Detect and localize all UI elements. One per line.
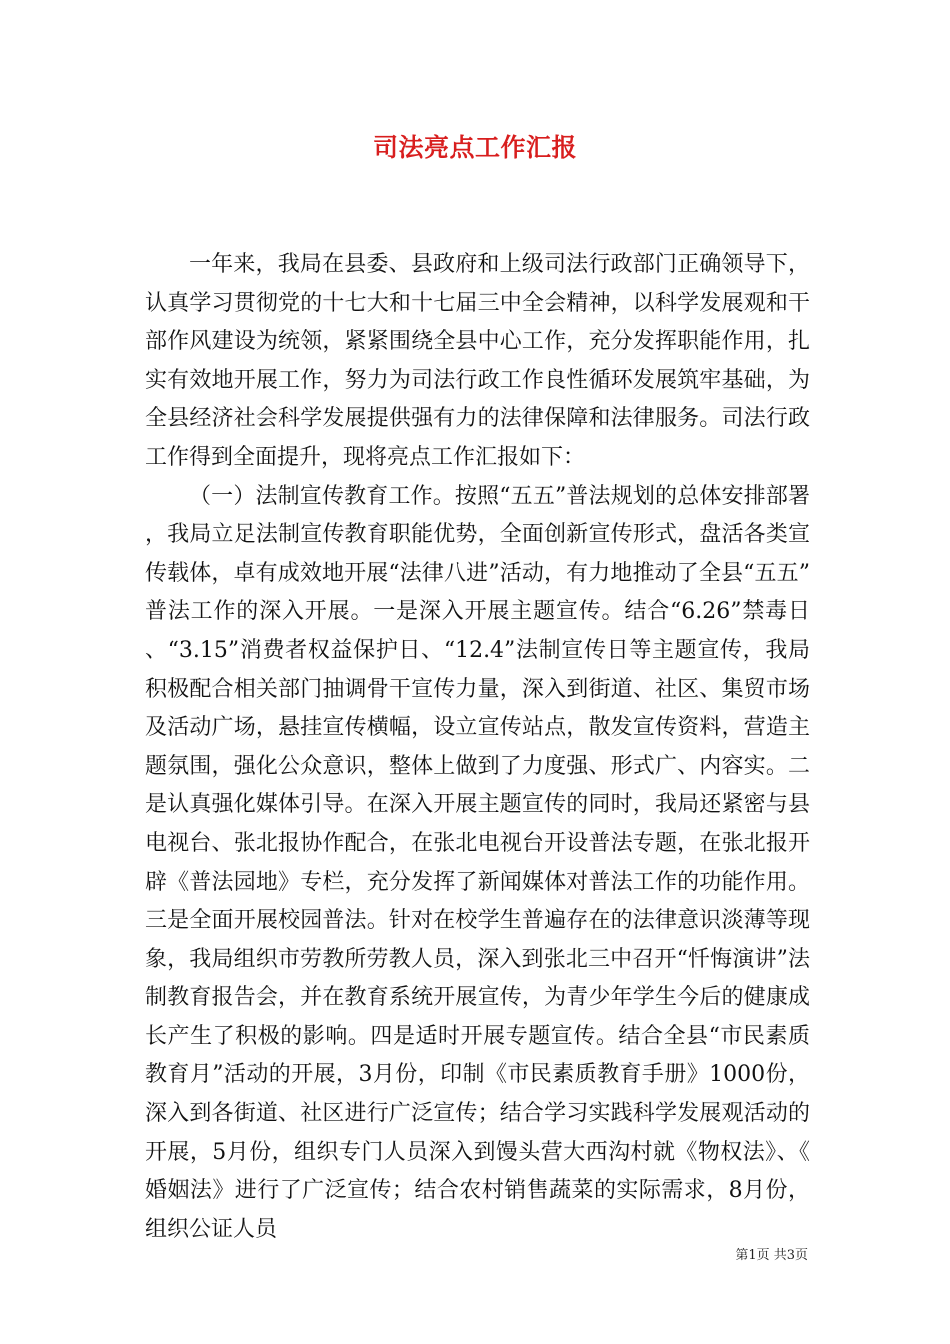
page-number-footer: 第1页 共3页 [735, 1248, 808, 1263]
document-title: 司法亮点工作汇报 [372, 133, 577, 162]
section-one-paragraph: （一）法制宣传教育工作。按照“五五”普法规划的总体安排部署，我局立足法制宣传教育职能优势，全面创新宣传形式，盘活各类宣传载体，卓有成效地开展“法律八进”活动，有力地推动了全县“五五”普法工作的深入开展。一是深入开展主题宣传。结合“6.26”禁毒日、“3.15”消费者权益保护日、“12.4”法制宣传日等主题宣传，我局积极配合相关部门抽调骨干宣传力量，深入到街道、社区、集贸市场及活动广场，悬挂宣传横幅，设立宣传站点，散发宣传资料，营造主题氛围，强化公众意识，整体上做到了力度强、形式广、内容实。二是认真强化媒体引导。在深入开展主题宣传的同时，我局还紧密与县电视台、张北报协作配合，在张北电视台开设普法专题，在张北报开辟《普法园地》专栏，充分发挥了新闻媒体对普法工作的功能作用。三是全面开展校园普法。针对在校学生普遍存在的法律意识淡薄等现象，我局组织市劳教所劳教人员，深入到张北三中召开“忏悔演讲”法制教育报告会，并在教育系统开展宣传，为青少年学生今后的健康成长产生了积极的影响。四是适时开展专题宣传。结合全县“市民素质教育月”活动的开展，3月份，印制《市民素质教育手册》1000份，深入到各街道、社区进行广泛宣传；结合学习实践科学发展观活动的开展，5月份，组织专门人员深入到馒头营大西沟村就《物权法》、《婚姻法》进行了广泛宣传；结合农村销售蔬菜的实际需求，8月份，组织公证人员 [145, 483, 810, 1242]
intro-paragraph: 一年来，我局在县委、县政府和上级司法行政部门正确领导下，认真学习贯彻党的十七大和十七届三中全会精神，以科学发展观和干部作风建设为统领，紧紧围绕全县中心工作，充分发挥职能作用，扎实有效地开展工作，努力为司法行政工作良性循环发展筑牢基础，为全县经济社会科学发展提供强有力的法律保障和法律服务。司法行政工作得到全面提升，现将亮点工作汇报如下： [145, 252, 810, 470]
document-body [145, 246, 810, 1249]
